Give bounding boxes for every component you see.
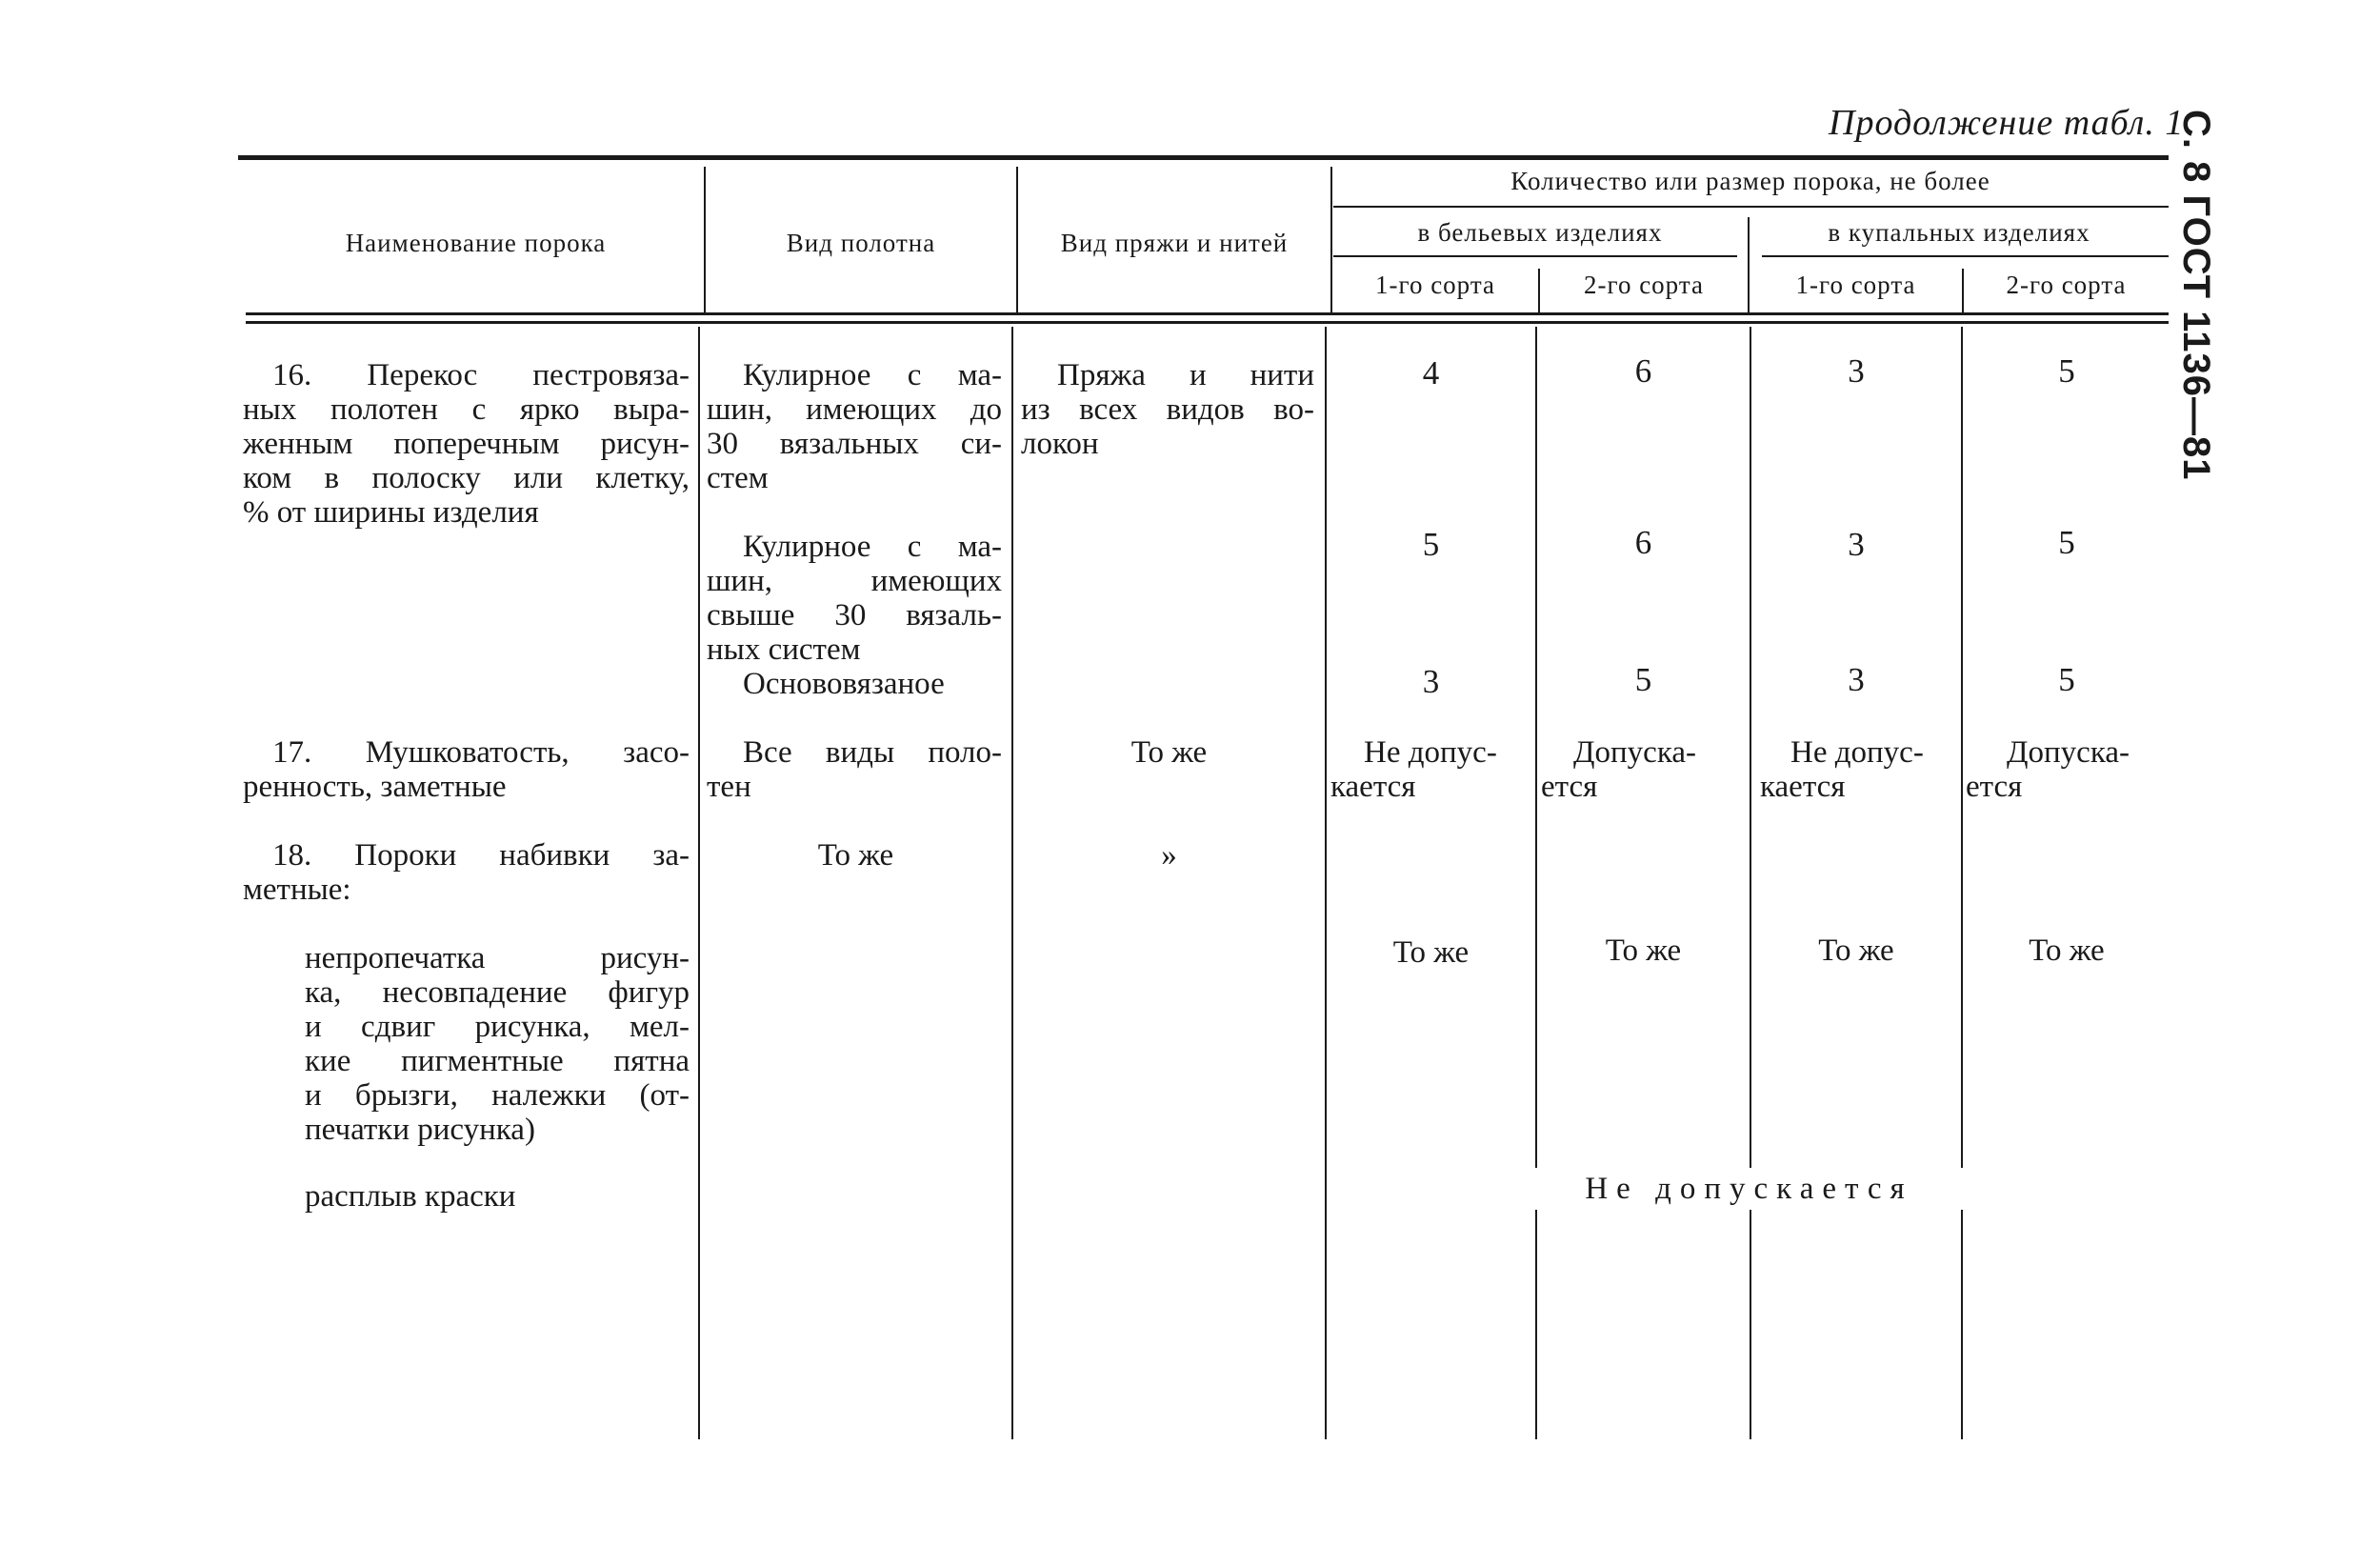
body-divider-3 <box>1325 327 1327 1439</box>
row18-name-line: метные: <box>243 873 351 907</box>
header-defect-name: Наименование порока <box>345 229 607 257</box>
header-fabric-type: Вид полотна <box>786 229 936 257</box>
row16-name-line: % от ширины изделия <box>243 495 539 530</box>
row17-value: Не допус- <box>1790 735 1924 770</box>
swim-subrule <box>1762 255 2169 257</box>
row18-sub1-value: То же <box>1818 934 1894 968</box>
row17-value: ется <box>1541 770 1598 804</box>
row16-value: 5 <box>1634 661 1652 698</box>
top-rule <box>238 155 2169 160</box>
row18-sub2-value: Не допускается <box>1585 1172 1913 1206</box>
row18-sub1-line: кие пигментные пятна <box>305 1044 690 1078</box>
row16-fabric2-line: свыше 30 вязаль- <box>707 598 1002 632</box>
row16-fabric2-line: Кулирное с ма- <box>743 530 1002 564</box>
row16-yarn-line: локон <box>1021 427 1099 461</box>
row18-yarn: » <box>1161 838 1177 873</box>
row17-value: кается <box>1330 770 1416 804</box>
standard-code: С. 8 ГОСТ 1136—81 <box>2175 110 2217 481</box>
row16-value: 5 <box>2058 352 2075 390</box>
row16-fabric2-line: шин, имеющих <box>707 564 1002 598</box>
underwear-subrule <box>1333 255 1737 257</box>
row16-value: 5 <box>1422 526 1440 563</box>
row16-fabric3: Основовязаное <box>743 667 945 701</box>
row17-fabric-line: Все виды поло- <box>743 735 1002 770</box>
row16-value: 6 <box>1634 524 1652 561</box>
body-divider-5a <box>1750 327 1751 1168</box>
body-divider-6b <box>1961 1210 1963 1439</box>
row17-value: ется <box>1966 770 2023 804</box>
row17-value: Допуска- <box>1573 735 1696 770</box>
row17-value: Допуска- <box>2007 735 2130 770</box>
row18-sub1-value: То же <box>1605 934 1682 968</box>
row17-value: Не допус- <box>1364 735 1497 770</box>
row16-value: 6 <box>1634 352 1652 390</box>
row18-sub1-line: и сдвиг рисунка, мел- <box>305 1010 690 1044</box>
body-divider-2 <box>1011 327 1013 1439</box>
row18-sub1-value: То же <box>2029 934 2105 968</box>
row16-value: 3 <box>1848 352 1865 390</box>
row16-fabric1-line: стем <box>707 461 769 495</box>
row18-fabric: То же <box>817 838 894 873</box>
row18-name-line: 18. Пороки набивки за- <box>272 838 690 873</box>
row17-name-line: ренность, заметные <box>243 770 507 804</box>
row18-sub2: расплыв краски <box>305 1179 516 1214</box>
header-swim-grade1: 1-го сорта <box>1795 271 1916 299</box>
header-yarn-type: Вид пряжи и нитей <box>1060 229 1289 257</box>
body-divider-5b <box>1750 1210 1751 1439</box>
row17-yarn: То же <box>1130 735 1208 770</box>
row16-name-line: женным поперечным рисун- <box>243 427 690 461</box>
row17-fabric-line: тен <box>707 770 751 804</box>
header-rule-2 <box>246 321 2169 324</box>
body-divider-4b <box>1535 1210 1537 1439</box>
header-swimwear: в купальных изделиях <box>1828 218 2090 247</box>
row18-sub1-line: и брызги, належки (от- <box>305 1078 690 1113</box>
row16-name-line: ных полотен с ярко выра- <box>243 392 690 427</box>
row18-sub1-line: ка, несовпадение фигур <box>305 975 690 1010</box>
continuation-label: Продолжение табл. 1 <box>1829 103 2185 143</box>
quantity-subrule <box>1333 206 2169 208</box>
header-underwear-grade2: 2-го сорта <box>1584 271 1704 299</box>
body-divider-1 <box>698 327 700 1439</box>
row16-fabric1-line: Кулирное с ма- <box>743 358 1002 392</box>
body-divider-4a <box>1535 327 1537 1168</box>
row17-value: кается <box>1760 770 1846 804</box>
row17-name-line: 17. Мушковатость, засо- <box>272 735 690 770</box>
row18-sub1-value: То же <box>1392 935 1470 970</box>
header-rule-1 <box>246 312 2169 315</box>
row16-value: 4 <box>1422 354 1440 392</box>
header-underwear-grade1: 1-го сорта <box>1375 271 1495 299</box>
row16-name-line: ком в полоску или клетку, <box>243 461 690 495</box>
row16-value: 3 <box>1848 661 1865 698</box>
row16-value: 3 <box>1848 526 1865 563</box>
row16-value: 3 <box>1422 663 1440 700</box>
row16-fabric1-line: 30 вязальных си- <box>707 427 1002 461</box>
row18-sub1-line: непропечатка рисун- <box>305 941 690 975</box>
header-swim-grade2: 2-го сорта <box>2006 271 2127 299</box>
header-quantity: Количество или размер порока, не более <box>1510 167 1990 195</box>
row18-sub1-line: печатки рисунка) <box>305 1113 535 1147</box>
row16-yarn-line: из всех видов во- <box>1021 392 1314 427</box>
row16-yarn-line: Пряжа и нити <box>1057 358 1314 392</box>
row16-fabric1-line: шин, имеющих до <box>707 392 1002 427</box>
row16-fabric2-line: ных систем <box>707 632 861 667</box>
row16-name-line: 16. Перекос пестровяза- <box>272 358 690 392</box>
body-divider-6a <box>1961 327 1963 1168</box>
row16-value: 5 <box>2058 524 2075 561</box>
row16-value: 5 <box>2058 661 2075 698</box>
header-underwear: в бельевых изделиях <box>1417 218 1663 247</box>
